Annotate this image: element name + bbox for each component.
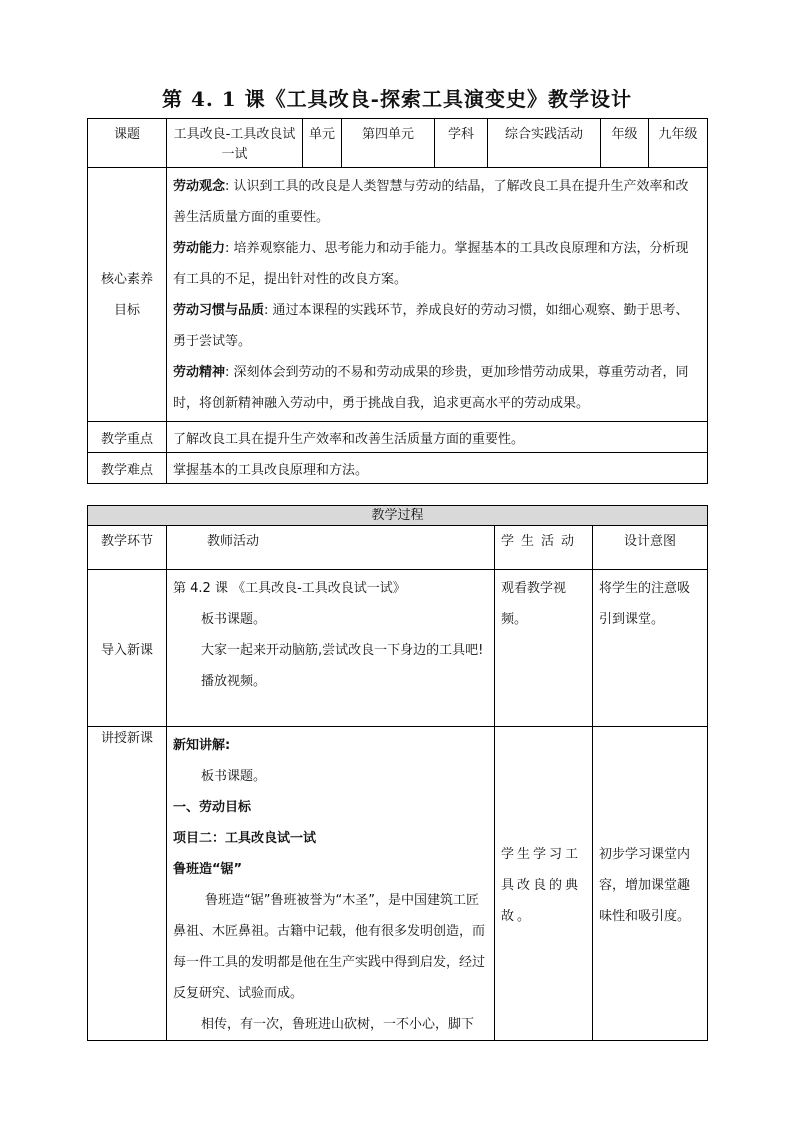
key-point-label: 教学重点 (100, 431, 153, 447)
stage-new-lesson: 讲授新课 (100, 731, 153, 746)
stage-intro: 导入新课 (100, 642, 153, 658)
unit-label: 单元 (309, 127, 336, 142)
core-literacy-label: 核心素养目标 (100, 271, 153, 318)
process-header: 教学过程 (88, 506, 708, 526)
teacher-activity-intro: 第 4.2 课 《工具改良-工具改良试一试》 板书课题。 大家一起来开动脑筋,尝试改良一下身边的工具吧! 播放视频。 (173, 581, 484, 689)
core-literacy-goals (167, 168, 707, 419)
col-stage: 教学环节 (100, 534, 153, 549)
difficulty-label: 教学难点 (100, 462, 153, 478)
student-activity-intro: 观看教学视频。 (501, 581, 567, 627)
core-goal-item: 劳动习惯与品质: 通过本课程的实践环节，养成良好的劳动习惯，如细心观察、勤于思考、勇于尝试等。 (173, 303, 689, 349)
design-intent-new-lesson: 初步学习课堂内容，增加课堂趣味性和吸引度。 (599, 846, 691, 924)
teacher-activity-new-lesson: 新知讲解: 板书课题。 一、劳动目标 项目二：工具改良试一试 鲁班造“锯” 鲁班造“锯”鲁班被誉为“木圣”，是中国建筑工匠鼻祖、木匠鼻祖。古籍中记载，他有很多发明创造，而每一件工具的发明都是他在生产实践中得到启发，经过反复研究、试验而成。 相传，有一次，鲁班进山砍树，一不小心，脚下 (173, 738, 486, 1032)
teaching-process-table (87, 505, 708, 1041)
core-goal-item: 劳动能力: 培养观察能力、思考能力和动手能力。掌握基本的工具改良原理和方法，分析现有工具的不足，提出针对性的改良方案。 (173, 241, 689, 287)
page-title: 第 4. 1 课《工具改良-探索工具演变史》教学设计 (162, 87, 632, 111)
lesson-label: 课题 (113, 127, 140, 142)
col-student: 学生活动 (501, 534, 582, 549)
subject-label: 学科 (447, 127, 474, 142)
course-info-table (87, 118, 708, 484)
subject-value: 综合实践活动 (504, 127, 583, 142)
col-intent: 设计意图 (624, 534, 677, 549)
grade-value: 九年级 (658, 127, 698, 142)
student-activity-new-lesson: 学生学习工具改良的典故。 (501, 846, 582, 924)
grade-label: 年级 (611, 127, 638, 142)
unit-value: 第四单元 (361, 127, 414, 142)
key-point-text: 了解改良工具在提升生产效率和改善生活质量方面的重要性。 (173, 431, 525, 447)
core-goal-item: 劳动观念: 认识到工具的改良是人类智慧与劳动的结晶，了解改良工具在提升生产效率和改善生活质量方面的重要性。 (173, 179, 689, 225)
difficulty-text: 掌握基本的工具改良原理和方法。 (173, 462, 369, 478)
design-intent-intro: 将学生的注意吸引到课堂。 (599, 581, 691, 627)
col-teacher: 教师活动 (207, 534, 260, 549)
lesson-value: 工具改良-工具改良试一试 (173, 127, 296, 162)
core-goal-item: 劳动精神: 深刻体会到劳动的不易和劳动成果的珍贵，更加珍惜劳动成果，尊重劳动者，同时，将创新精神融入劳动中，勇于挑战自我，追求更高水平的劳动成果。 (173, 365, 689, 411)
